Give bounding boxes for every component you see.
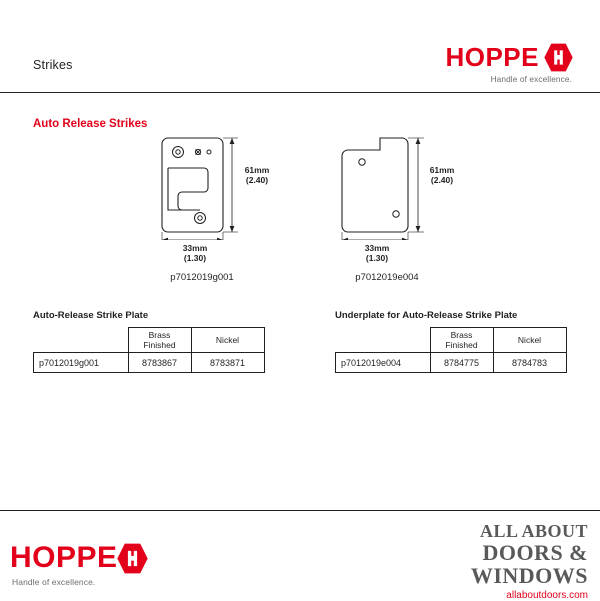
table-auto-release-strike-plate [33, 327, 265, 373]
table-1-head-brass-l2: Finished [143, 340, 176, 350]
hoppe-wordmark: HOPPE [445, 42, 539, 72]
table-header-row [34, 328, 265, 353]
table-block-underplate [335, 310, 567, 373]
table-2-head-brass [430, 328, 493, 353]
section-title: Auto Release Strikes [33, 118, 148, 130]
hoppe-logo-header [401, 44, 573, 86]
table-2-head-brass-l1: Brass [450, 330, 473, 340]
table-2-caption: Underplate for Auto-Release Strike Plate [335, 310, 518, 321]
drawing-1-width-dim [170, 243, 220, 263]
drawing-2-height-mm: 61mm [429, 165, 455, 175]
hoppe-wordmark-footer: HOPPE [10, 541, 118, 574]
drawing-2-width-dim [352, 243, 402, 263]
footer-divider [0, 510, 600, 511]
page-footer [0, 510, 600, 600]
table-2-head-nickel-l1: Nickel [517, 335, 542, 345]
drawing-2-width-in: (1.30) [365, 253, 389, 263]
table-row [34, 353, 265, 373]
drawing-1-height-dim [237, 165, 277, 185]
aad-line-1: ALL ABOUT [479, 521, 588, 541]
aad-line-3: WINDOWS [470, 563, 588, 588]
page-title: Strikes [33, 58, 73, 72]
drawing-1-width-in: (1.30) [183, 253, 207, 263]
table-1-head-brass [128, 328, 191, 353]
table-1-row-0-nickel: 8783871 [191, 353, 264, 373]
table-2-row-0-brass: 8784775 [430, 353, 493, 373]
table-1-head-blank [34, 328, 129, 353]
table-1-head-nickel [191, 328, 264, 353]
aad-website-link[interactable]: allaboutdoors.com [506, 590, 588, 601]
aad-line-2: DOORS & [482, 540, 588, 565]
header-divider [0, 92, 600, 93]
drawing-1-part-number: p7012019g001 [170, 272, 234, 283]
technical-drawings [0, 125, 600, 285]
table-1-head-nickel-l1: Nickel [215, 335, 240, 345]
hoppe-logo-footer [10, 543, 190, 589]
table-2-head-nickel [493, 328, 566, 353]
table-1-row-0-brass: 8783867 [128, 353, 191, 373]
table-underplate-strike-plate [335, 327, 567, 373]
drawing-2-part-number: p7012019e004 [355, 272, 419, 283]
table-1-caption: Auto-Release Strike Plate [33, 310, 149, 321]
page-header [0, 0, 600, 92]
table-1-head-brass-l1: Brass [148, 330, 171, 340]
table-row [336, 353, 567, 373]
table-1-row-0-part: p7012019g001 [34, 353, 129, 373]
hoppe-hexagon-icon [544, 43, 573, 72]
table-2-head-brass-l2: Finished [445, 340, 478, 350]
drawing-2-width-mm: 33mm [364, 243, 390, 253]
table-2-head-blank [336, 328, 431, 353]
table-2-row-0-nickel: 8784783 [493, 353, 566, 373]
drawing-strike-plate [160, 130, 260, 240]
drawing-underplate [340, 130, 450, 240]
table-2-row-0-part: p7012019e004 [336, 353, 431, 373]
drawing-2-height-dim [422, 165, 462, 185]
drawing-1-width-mm: 33mm [182, 243, 208, 253]
hoppe-hexagon-icon-footer [117, 543, 148, 574]
table-header-row [336, 328, 567, 353]
hoppe-tagline: Handle of excellence. [490, 74, 572, 84]
table-block-strike-plate [33, 310, 265, 373]
hoppe-tagline-footer: Handle of excellence. [12, 577, 96, 587]
drawing-2-height-in: (2.40) [430, 175, 454, 185]
drawing-1-height-in: (2.40) [245, 175, 269, 185]
allaboutdoors-logo[interactable] [388, 522, 588, 601]
drawing-1-height-mm: 61mm [244, 165, 270, 175]
